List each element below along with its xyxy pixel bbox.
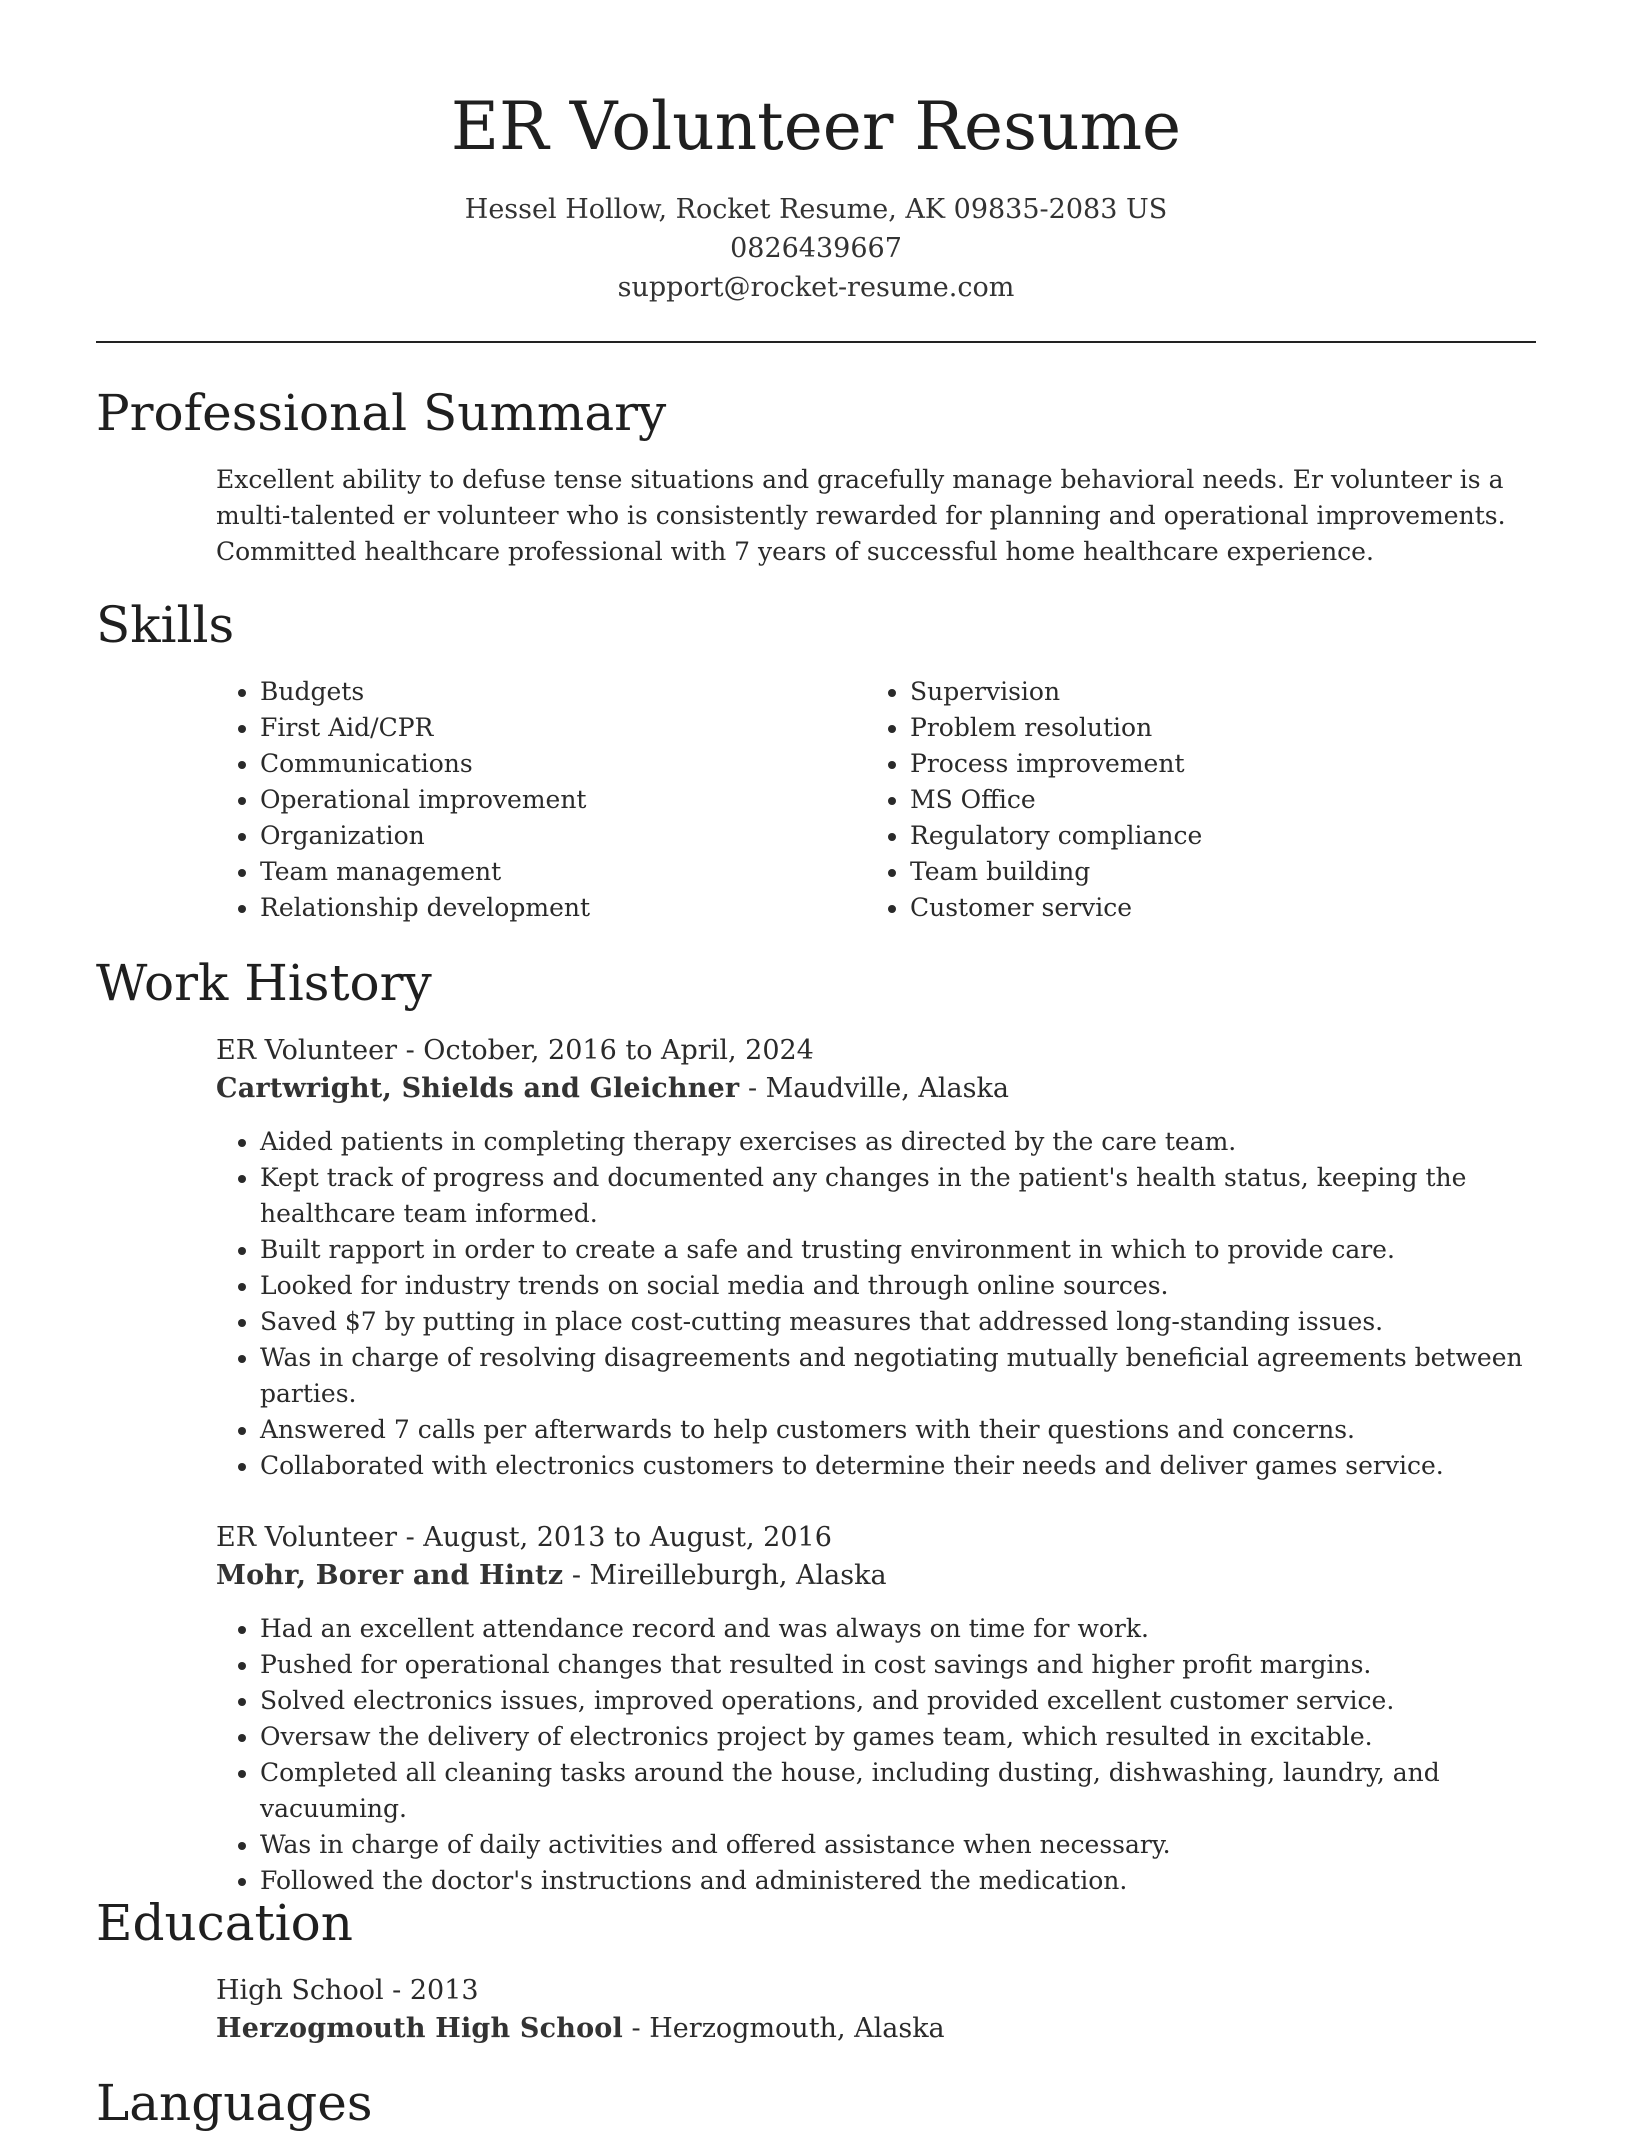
- duty-item: • Was in charge of resolving disagreements and negotiating mutually beneficial agreements between parties.: [260, 1340, 1536, 1412]
- job-company-line: [216, 1070, 1536, 1108]
- header-divider: [96, 341, 1536, 343]
- skill-item: • Communications: [260, 746, 860, 782]
- skill-item: • MS Office: [910, 782, 1550, 818]
- skills-list-left: [216, 674, 860, 926]
- duty-item: • Oversaw the delivery of electronics project by games team, which resulted in excitable.: [260, 1719, 1536, 1755]
- skill-item: • Operational improvement: [260, 782, 860, 818]
- job-location: - Maudville, Alaska: [739, 1073, 1009, 1104]
- job-role-dates: ER Volunteer - August, 2013 to August, 2016: [216, 1522, 832, 1553]
- duty-item: • Followed the doctor's instructions and administered the medication.: [260, 1863, 1536, 1899]
- duty-item: • Answered 7 calls per afterwards to help customers with their questions and concerns.: [260, 1412, 1536, 1448]
- duty-item: • Solved electronics issues, improved operations, and provided excellent customer service.: [260, 1683, 1536, 1719]
- education-degree: High School - 2013: [216, 1975, 479, 2006]
- skill-item: • First Aid/CPR: [260, 710, 860, 746]
- page-title: ER Volunteer Resume: [450, 88, 1182, 165]
- job-company: Cartwright, Shields and Gleichner: [216, 1073, 740, 1104]
- skill-item: • Relationship development: [260, 890, 860, 926]
- skills-list-right: [866, 674, 1550, 926]
- duty-item: • Collaborated with electronics customers to determine their needs and deliver games service.: [260, 1448, 1536, 1484]
- resume-header: [0, 82, 1632, 307]
- duty-item: • Had an excellent attendance record and was always on time for work.: [260, 1611, 1536, 1647]
- skill-item: • Supervision: [910, 674, 1550, 710]
- job-entry: [216, 1519, 1536, 1899]
- section-title-languages: Languages: [96, 2074, 373, 2132]
- education-location: - Herzogmouth, Alaska: [622, 2013, 945, 2044]
- job-company: Mohr, Borer and Hintz: [216, 1560, 564, 1591]
- skill-item: • Team building: [910, 854, 1550, 890]
- contact-phone: 0826439667: [730, 233, 902, 264]
- skill-item: • Customer service: [910, 890, 1550, 926]
- section-title-skills: Skills: [96, 596, 235, 654]
- section-title-education: Education: [96, 1894, 353, 1952]
- duty-item: • Was in charge of daily activities and offered assistance when necessary.: [260, 1827, 1536, 1863]
- education-entry: [216, 1972, 1536, 2048]
- duty-item: • Kept track of progress and documented any changes in the patient's health status, keeping the healthcare team informed.: [260, 1160, 1536, 1232]
- job-entry: [216, 1032, 1536, 1484]
- skill-item: • Budgets: [260, 674, 860, 710]
- skill-item: • Process improvement: [910, 746, 1550, 782]
- job-company-line: [216, 1557, 1536, 1595]
- job-location: - Mireilleburgh, Alaska: [563, 1560, 887, 1591]
- job-duties-list: [216, 1611, 1536, 1899]
- contact-address: Hessel Hollow, Rocket Resume, AK 09835-2083 US: [464, 194, 1168, 225]
- skill-item: • Team management: [260, 854, 860, 890]
- skill-item: • Regulatory compliance: [910, 818, 1550, 854]
- education-school: Herzogmouth High School: [216, 2013, 623, 2044]
- education-school-line: [216, 2010, 1536, 2048]
- section-title-work-history: Work History: [96, 954, 432, 1012]
- section-title-summary: Professional Summary: [96, 384, 667, 442]
- summary-text: Excellent ability to defuse tense situations and gracefully manage behavioral needs. Er volunteer is a multi-talented er volunteer who is consistently rewarded for planning and operational improvements. Committed healthcare professional with 7 years of successful home healthcare experience.: [216, 465, 1506, 566]
- duty-item: • Built rapport in order to create a safe and trusting environment in which to provide care.: [260, 1232, 1536, 1268]
- contact-email: support@rocket-resume.com: [617, 272, 1015, 303]
- skill-item: • Problem resolution: [910, 710, 1550, 746]
- duty-item: • Pushed for operational changes that resulted in cost savings and higher profit margins.: [260, 1647, 1536, 1683]
- job-duties-list: [216, 1124, 1536, 1484]
- duty-item: • Completed all cleaning tasks around the house, including dusting, dishwashing, laundry, and vacuuming.: [260, 1755, 1536, 1827]
- duty-item: • Aided patients in completing therapy exercises as directed by the care team.: [260, 1124, 1536, 1160]
- job-role-dates: ER Volunteer - October, 2016 to April, 2024: [216, 1035, 814, 1066]
- duty-item: • Looked for industry trends on social media and through online sources.: [260, 1268, 1536, 1304]
- duty-item: • Saved $7 by putting in place cost-cutting measures that addressed long-standing issues.: [260, 1304, 1536, 1340]
- skill-item: • Organization: [260, 818, 860, 854]
